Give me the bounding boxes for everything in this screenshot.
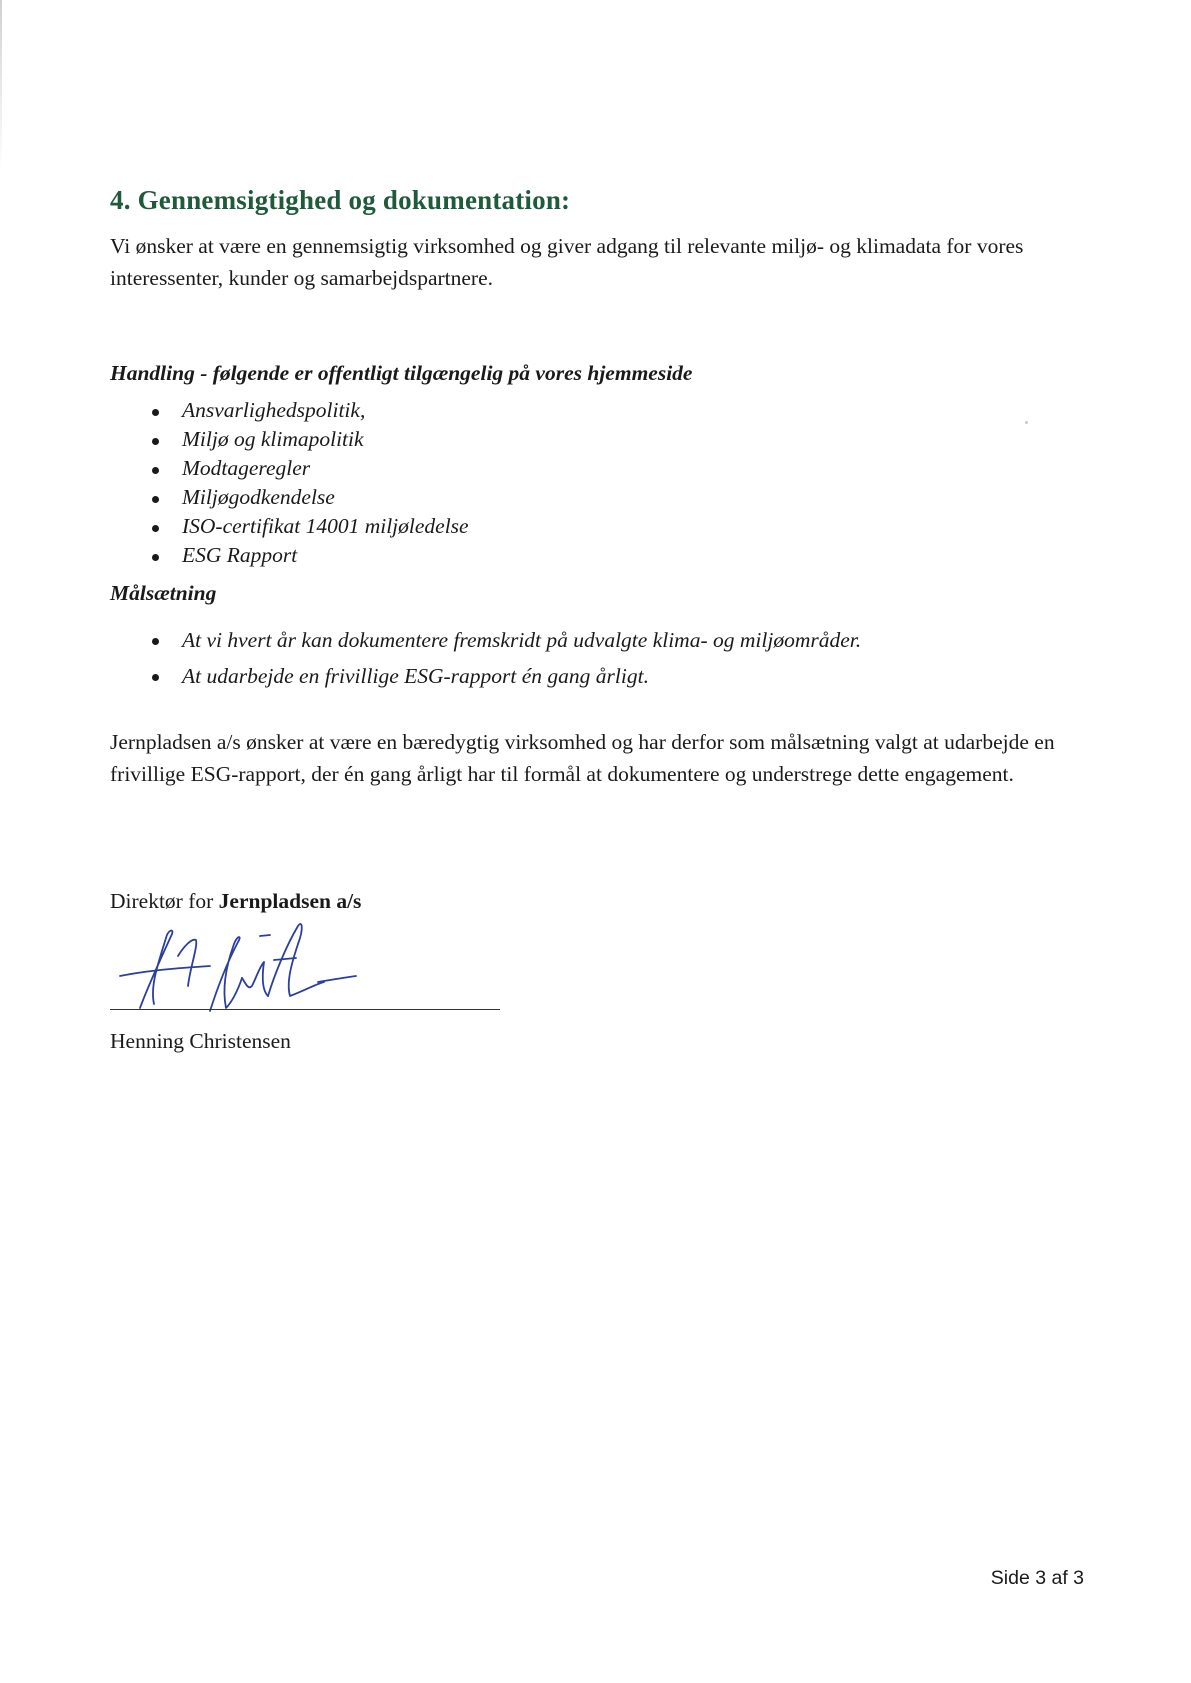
list-item <box>110 425 1090 454</box>
signer-title <box>110 886 1090 916</box>
actions-heading: Handling - følgende er offentligt tilgængelig på vores hjemmeside <box>110 361 693 385</box>
list-item-text: ESG Rapport <box>182 543 298 567</box>
scan-edge-shadow <box>0 0 2 170</box>
section-intro: Vi ønsker at være en gennemsigtig virksomhed og giver adgang til relevante miljø- og klimadata for vores interessenter, kunder og samarbejdspartnere. <box>110 234 1024 290</box>
signature-line <box>110 1009 500 1010</box>
list-item <box>110 512 1090 541</box>
signer-title-prefix: Direktør for <box>110 889 214 913</box>
bullet-icon <box>152 467 159 474</box>
list-item-text: At vi hvert år kan dokumentere fremskridt på udvalgte klima- og miljøområder. <box>182 628 862 652</box>
page-number: Side 3 af 3 <box>990 1567 1084 1589</box>
signature-area <box>110 916 530 1016</box>
goals-heading: Målsætning <box>110 581 217 605</box>
list-item <box>110 658 1090 694</box>
bullet-icon <box>152 674 159 681</box>
list-item-text: Ansvarlighedspolitik, <box>182 398 366 422</box>
closing-paragraph: Jernpladsen a/s ønsker at være en bæredygtig virksomhed og har derfor som målsætning valgt at udarbejde en frivillige ESG-rapport, der én gang årligt har til formål at dokumentere og understrege dette engagement. <box>110 730 1055 786</box>
list-item <box>110 396 1090 425</box>
bullet-icon <box>152 496 159 503</box>
signer-company: Jernpladsen a/s <box>218 889 362 913</box>
list-item <box>110 454 1090 483</box>
bullet-icon <box>152 638 159 645</box>
bullet-icon <box>152 554 159 561</box>
list-item-text: At udarbejde en frivillige ESG-rapport én gang årligt. <box>182 664 649 688</box>
section-heading: 4. Gennemsigtighed og dokumentation: <box>110 185 571 215</box>
signer-name: Henning Christensen <box>110 1029 291 1053</box>
list-item <box>110 541 1090 570</box>
list-item-text: Miljøgodkendelse <box>182 485 335 509</box>
bullet-icon <box>152 409 159 416</box>
list-item-text: Miljø og klimapolitik <box>182 427 364 451</box>
list-item-text: ISO-certifikat 14001 miljøledelse <box>182 514 469 538</box>
bullet-icon <box>152 525 159 532</box>
list-item-text: Modtageregler <box>182 456 311 480</box>
list-item <box>110 622 1090 658</box>
document-body <box>110 180 1090 1056</box>
actions-list <box>110 396 1090 570</box>
goals-list <box>110 622 1090 694</box>
handwritten-signature <box>110 916 370 1016</box>
bullet-icon <box>152 438 159 445</box>
list-item <box>110 483 1090 512</box>
